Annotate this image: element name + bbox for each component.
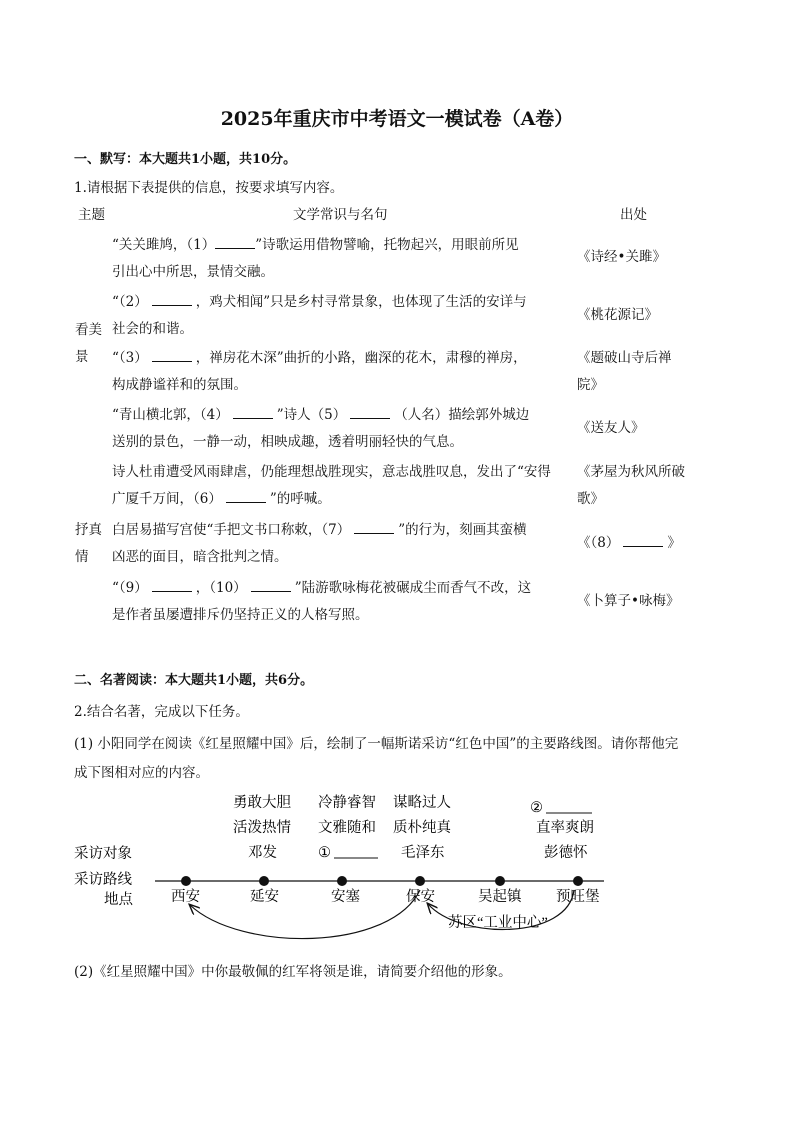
table-row [112, 346, 527, 366]
table-row [112, 576, 531, 596]
stop-dot [259, 876, 269, 886]
row-line1: 诗人杜甫遭受风雨肆虐，仍能理想战胜现实，意志战胜叹息，发出了“安得 [112, 464, 551, 480]
blank-9[interactable] [152, 590, 192, 592]
row-text: ，禅房花木深”曲折的小路，幽深的花木，肃穆的禅房， [195, 350, 527, 366]
table-row [112, 518, 527, 538]
person-name: 邓发 [248, 845, 277, 861]
row-label-route: 采访路线 [74, 872, 132, 888]
row-text: “（9） [112, 580, 148, 596]
row-text: ”诗歌运用借物譬喻，托物起兴，用眼前所见 [255, 237, 519, 253]
row-line2: 送别的景色，一静一动，相映成趣，透着明丽轻快的气息。 [112, 434, 463, 450]
trait-text: 谋略过人 [393, 795, 451, 811]
row-text: ，鸡犬相闻”只是乡村寻常景象，也体现了生活的安详与 [195, 294, 527, 310]
row-text: “青山横北郭，（4） [112, 407, 229, 423]
table-row [112, 487, 331, 507]
row-text: ”的呼喊。 [269, 491, 331, 507]
source-text: 《（8） [577, 535, 620, 551]
person-name: 彭德怀 [544, 845, 588, 861]
blank-2[interactable] [152, 304, 192, 306]
stop-label: 保安 [406, 889, 435, 905]
source-cell: 歌》 [577, 491, 604, 507]
source-cell: 《桃花源记》 [577, 307, 658, 323]
stop-label: 西安 [171, 889, 200, 905]
row-label-interviewees: 采访对象 [74, 846, 132, 862]
theme-emotion-line2: 情 [75, 549, 89, 565]
section-2-heading: 二、名著阅读：本大题共1小题，共6分。 [74, 673, 314, 688]
blank-3[interactable] [152, 360, 192, 362]
stop-dot [415, 876, 425, 886]
table-row [112, 290, 527, 310]
blank-label: ② [530, 800, 543, 816]
arrow-label: 苏区“工业中心” [448, 915, 548, 931]
stop-label: 安塞 [331, 889, 360, 905]
header-source: 出处 [620, 207, 647, 223]
source-cell: 《诗经•关雎》 [577, 249, 666, 265]
route-map [0, 780, 794, 960]
row-text: ”陆游歌咏梅花被碾成尘而香气不改，这 [294, 580, 532, 596]
stop-label: 吴起镇 [478, 889, 522, 905]
table-row [112, 233, 519, 253]
row-line2: 是作者虽屡遭排斥仍坚持正义的人格写照。 [112, 607, 369, 623]
trait-text: 质朴纯真 [393, 820, 451, 836]
theme-scenery-line1: 看美 [75, 322, 102, 338]
row-line2: 社会的和谐。 [112, 321, 193, 337]
trait-text: 勇敢大胆 [233, 795, 291, 811]
person-name: 毛泽东 [401, 845, 445, 861]
stop-dot [337, 876, 347, 886]
blank-10[interactable] [251, 590, 291, 592]
theme-scenery-line2: 景 [75, 349, 89, 365]
row-text: “（2） [112, 294, 148, 310]
header-content: 文学常识与名句 [293, 207, 388, 223]
task-1-line1: (1) 小阳同学在阅读《红星照耀中国》后，绘制了一幅斯诺采访“红色中国”的主要路线图。请你帮他完 [74, 736, 679, 752]
source-cell [577, 531, 681, 551]
trait-text: 活泼热情 [233, 820, 291, 836]
blank-8[interactable] [623, 545, 663, 547]
section-1-heading: 一、默写：本大题共1小题，共10分。 [74, 152, 297, 167]
source-cell: 《题破山寺后禅 [577, 350, 672, 366]
stop-dot [495, 876, 505, 886]
blank-label: ① [318, 845, 331, 861]
question-2: 2.结合名著，完成以下任务。 [74, 704, 249, 720]
row-line2: 引出心中所思，景情交融。 [112, 264, 274, 280]
trait-text: 冷静睿智 [318, 795, 376, 811]
source-text: 》 [667, 535, 681, 551]
row-text: ”诗人（5） [276, 407, 347, 423]
blank-5[interactable] [350, 417, 390, 419]
source-cell: 《送友人》 [577, 420, 645, 436]
row-line2: 构成静谧祥和的氛围。 [112, 377, 247, 393]
row-text: 白居易描写宫使“手把文书口称敕，（7） [112, 522, 351, 538]
stop-label: 延安 [250, 889, 279, 905]
blank-1[interactable] [215, 247, 255, 249]
row-text: （人名）描绘郭外城边 [394, 407, 530, 423]
source-cell: 《卜算子•咏梅》 [577, 593, 680, 609]
row-text: “关关雎鸠，（1） [112, 237, 216, 253]
question-1: 1.请根据下表提供的信息，按要求填写内容。 [74, 180, 344, 196]
row-text: ，（10） [195, 580, 247, 596]
row-label-location: 地点 [104, 892, 133, 908]
page-title: 2025年重庆市中考语文一模试卷（A卷） [220, 108, 574, 130]
theme-emotion-line1: 抒真 [75, 522, 102, 538]
stop-dot [573, 876, 583, 886]
blank-4[interactable] [233, 417, 273, 419]
trait-text: 文雅随和 [318, 820, 376, 836]
arrow-baoan-to-xian [190, 890, 420, 939]
stop-label: 预旺堡 [556, 889, 600, 905]
row-text: ”的行为，刻画其蛮横 [398, 522, 527, 538]
task-1-line2: 成下图相对应的内容。 [74, 765, 209, 781]
blank-6[interactable] [226, 501, 266, 503]
row-text: “（3） [112, 350, 148, 366]
blank-7[interactable] [354, 532, 394, 534]
task-2: (2)《红星照耀中国》中你最敬佩的红军将领是谁，请简要介绍他的形象。 [74, 964, 512, 980]
source-cell: 《茅屋为秋风所破 [577, 464, 685, 480]
stop-dot [181, 876, 191, 886]
header-theme: 主题 [78, 207, 105, 223]
trait-text: 直率爽朗 [536, 820, 594, 836]
source-cell: 院》 [577, 377, 604, 393]
table-row [112, 403, 529, 423]
row-text: 广厦千万间，（6） [112, 491, 222, 507]
row-line2: 凶恶的面目，暗含批判之情。 [112, 549, 288, 565]
